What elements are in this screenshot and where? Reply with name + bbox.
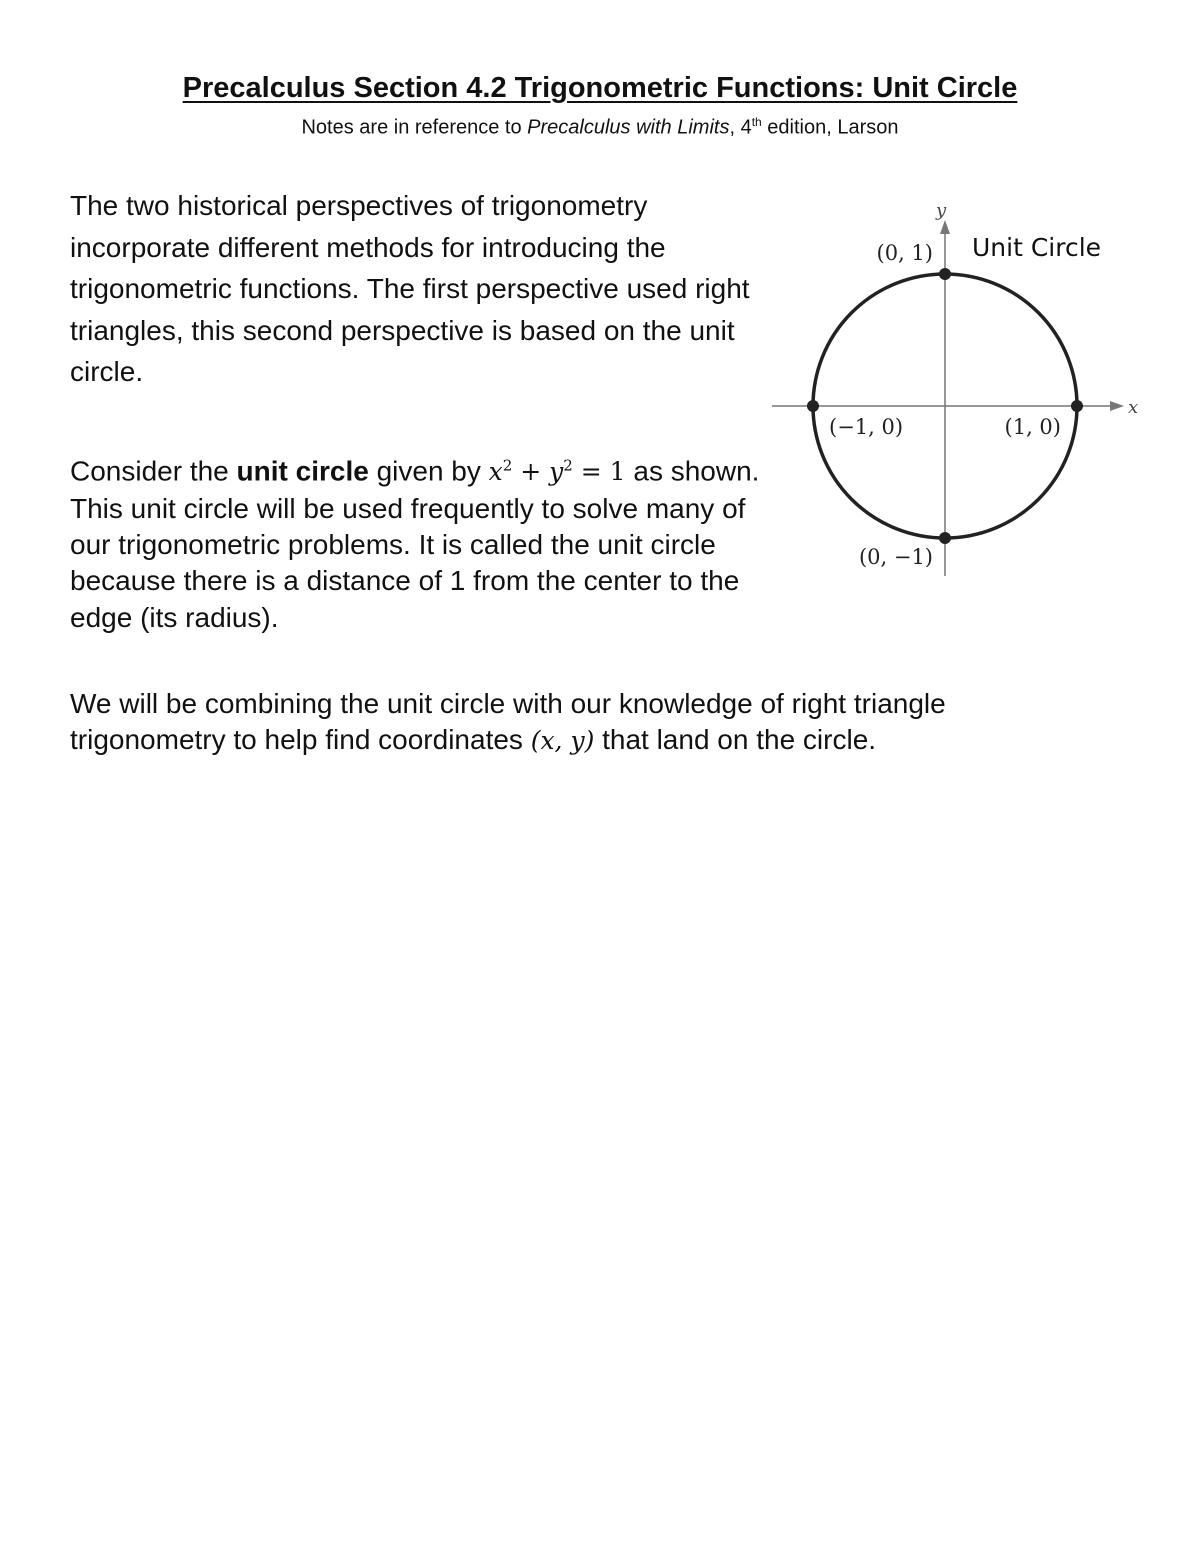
p3-after: that land on the circle.: [594, 724, 877, 756]
page-title: Precalculus Section 4.2 Trigonometric Functions: Unit Circle: [182, 72, 1018, 104]
subtitle-prefix: Notes are in reference to: [301, 116, 528, 139]
point-marker: [1071, 400, 1083, 412]
point-label: (0, −1): [858, 545, 933, 569]
p2-middle: given by: [368, 455, 489, 487]
point-label: (0, 1): [876, 241, 933, 265]
book-title: Precalculus with Limits: [527, 116, 730, 139]
figure-caption: Unit Circle: [972, 233, 1102, 262]
eq-plus: +: [512, 457, 550, 487]
eq-sup-1: 2: [502, 457, 513, 475]
point-label: (1, 0): [1004, 415, 1061, 439]
subtitle-sup: th: [751, 115, 762, 129]
subtitle-edition: , 4: [729, 116, 752, 139]
unit-circle-equation: [489, 457, 626, 486]
eq-sup-2: 2: [563, 457, 573, 475]
y-axis-label: y: [936, 200, 947, 221]
point-marker: [807, 400, 819, 412]
paragraph-unit-circle-definition: [70, 448, 760, 636]
eq-rest: = 1: [572, 457, 626, 487]
p2-after: as shown. This unit circle will be used frequently to solve many of our trigonometric problems. It is called the unit circle because there is a distance of 1 from the center to the edge (its radius).: [70, 455, 760, 633]
paragraph-historical-perspectives: The two historical perspectives of trigonometry incorporate different methods for introducing the trigonometric functions. The first perspective used right triangles, this second perspective is based on the unit circle.: [70, 190, 750, 387]
point-marker: [939, 532, 951, 544]
subtitle: [0, 115, 1200, 140]
x-axis-label: x: [1128, 397, 1139, 418]
unit-circle-term: unit circle: [236, 455, 369, 487]
point-label: (−1, 0): [829, 415, 904, 439]
paragraph-combining: [70, 686, 1090, 760]
eq-x: x: [488, 457, 503, 487]
p3-before: We will be combining the unit circle with our knowledge of right triangle trigonometry to help find coordinates: [70, 688, 946, 756]
p2-before: Consider the: [70, 455, 237, 487]
eq-y: y: [549, 457, 564, 487]
coordinates-xy: (x, y): [530, 726, 595, 756]
y-axis-arrowhead: [940, 220, 950, 234]
subtitle-suffix: edition, Larson: [761, 116, 899, 139]
unit-circle-figure: [760, 190, 1160, 590]
x-axis-arrowhead: [1110, 401, 1124, 411]
point-marker: [939, 268, 951, 280]
